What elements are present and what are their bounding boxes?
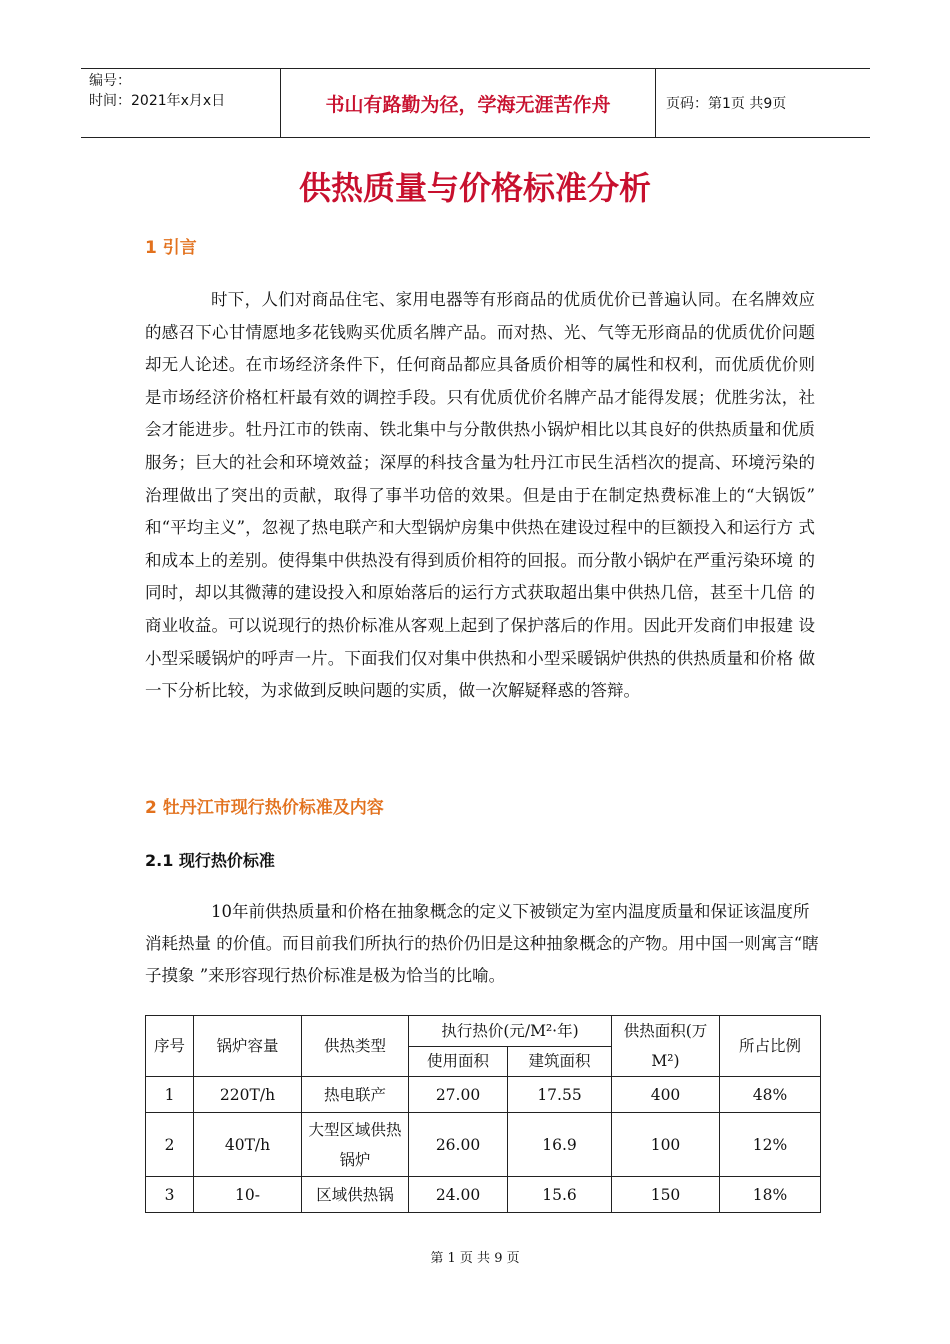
cell-seq: 3 xyxy=(146,1177,194,1213)
section-2-1-paragraph: 10年前供热质量和价格在抽象概念的定义下被锁定为室内温度质量和保证该温度所消耗热量 的价值。而目前我们所执行的热价仍旧是这种抽象概念的产物。用中国一则寓言“瞎子摸象 ”来形容现行热价标准是极为恰当的比喻。 xyxy=(145,902,819,985)
cell-seq: 1 xyxy=(146,1077,194,1113)
cell-use-price: 26.00 xyxy=(409,1113,508,1177)
header-meta xyxy=(81,69,281,137)
cell-capacity: 10- xyxy=(194,1177,302,1213)
cell-heat-area: 100 xyxy=(612,1113,720,1177)
header-capacity: 锅炉容量 xyxy=(194,1016,302,1077)
table-header-row xyxy=(146,1016,821,1047)
cell-use-price: 27.00 xyxy=(409,1077,508,1113)
header-build-area: 建筑面积 xyxy=(508,1046,612,1077)
document-header xyxy=(81,68,870,138)
page-footer: 第 1 页 共 9 页 xyxy=(430,1251,520,1266)
doc-number-label: 编号： xyxy=(89,73,131,89)
cell-capacity: 40T/h xyxy=(194,1113,302,1177)
cell-ratio: 48% xyxy=(720,1077,821,1113)
section-2-heading: 2 牡丹江市现行热价标准及内容 xyxy=(145,798,384,818)
cell-build-price: 15.6 xyxy=(508,1177,612,1213)
cell-type: 区域供热锅 xyxy=(302,1177,409,1213)
cell-heat-area: 400 xyxy=(612,1077,720,1113)
document-title: 供热质量与价格标准分析 xyxy=(298,169,651,207)
section-1-paragraph: 时下，人们对商品住宅、家用电器等有形商品的优质优价已普遍认同。在名牌效应 的感召下心甘情愿地多花钱购买优质名牌产品。而对热、光、气等无形商品的优质优价问题 却无人论述。在市场经济条件下，任何商品都应具备质价相等的属性和权利，而优质优价则 是市场经济价格杠杆最有效的调控手段。只有优质优价名牌产品才能得发展；优胜劣汰，社 会才能进步。牡丹江市的铁南、铁北集中与分散供热小锅炉相比以其良好的供热质量和优质服务；巨大的社会和环境效益；深厚的科技含量为牡丹江市民生活档次的提高、环境污染的治理做出了突出的贡献，取得了事半功倍的效果。但是由于在制定热费标准上的“大锅饭” 和“平均主义”，忽视了热电联产和大型锅炉房集中供热在建设过程中的巨额投入和运行方 式和成本上的差别。使得集中供热没有得到质价相符的回报。而分散小锅炉在严重污染环境 的同时，却以其微薄的建设投入和原始落后的运行方式获取超出集中供热几倍，甚至十几倍 的商业收益。可以说现行的热价标准从客观上起到了保护落后的作用。因此开发商们申报建 设小型采暖锅炉的呼声一片。下面我们仅对集中供热和小型采暖锅炉供热的供热质量和价格 做一下分析比较，为求做到反映问题的实质，做一次解疑释惑的答辩。 xyxy=(145,290,815,701)
table-row xyxy=(146,1113,821,1177)
cell-build-price: 17.55 xyxy=(508,1077,612,1113)
cell-heat-area: 150 xyxy=(612,1177,720,1213)
section-2-1-heading: 2.1 现行热价标准 xyxy=(145,851,275,870)
cell-ratio: 18% xyxy=(720,1177,821,1213)
header-page-info: 页码：第1页 共9页 xyxy=(666,96,787,112)
cell-seq: 2 xyxy=(146,1113,194,1177)
header-heat-area: 供热面积(万M²) xyxy=(612,1016,720,1077)
header-price: 执行热价(元/M²·年) xyxy=(409,1016,612,1047)
table-row xyxy=(146,1077,821,1113)
header-ratio: 所占比例 xyxy=(720,1016,821,1077)
cell-ratio: 12% xyxy=(720,1113,821,1177)
header-type: 供热类型 xyxy=(302,1016,409,1077)
heat-price-table xyxy=(145,1015,821,1213)
cell-type: 热电联产 xyxy=(302,1077,409,1113)
cell-capacity: 220T/h xyxy=(194,1077,302,1113)
cell-use-price: 24.00 xyxy=(409,1177,508,1213)
section-1-heading: 1 引言 xyxy=(145,238,197,258)
cell-build-price: 16.9 xyxy=(508,1113,612,1177)
header-use-area: 使用面积 xyxy=(409,1046,508,1077)
doc-time-label: 时间：2021年x月x日 xyxy=(89,93,226,109)
header-motto: 书山有路勤为径，学海无涯苦作舟 xyxy=(281,69,656,137)
header-seq: 序号 xyxy=(146,1016,194,1077)
cell-type: 大型区域供热锅炉 xyxy=(302,1113,409,1177)
table-row xyxy=(146,1177,821,1213)
